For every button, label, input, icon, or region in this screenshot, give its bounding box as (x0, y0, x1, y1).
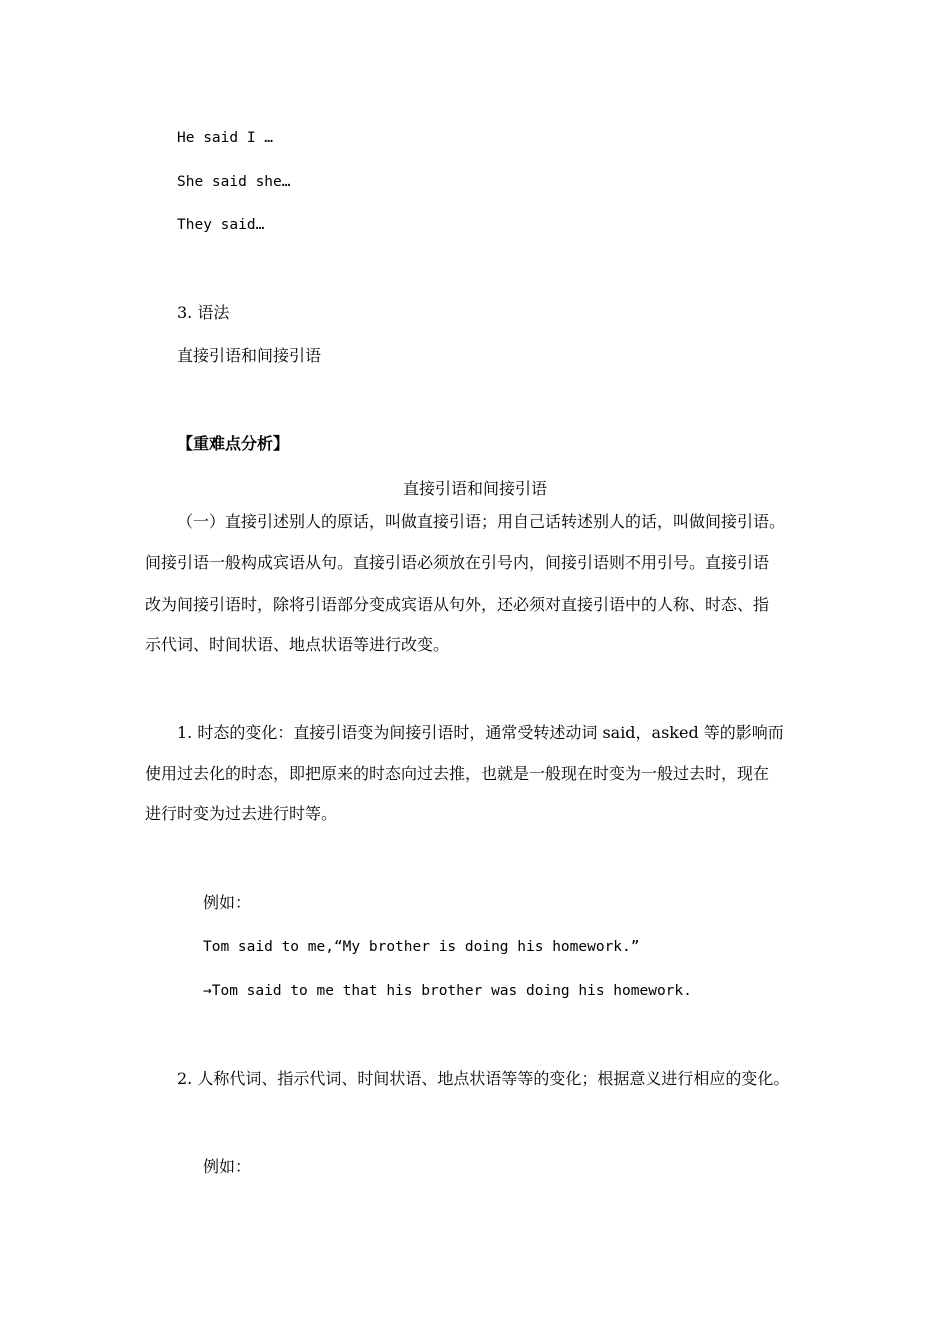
analysis-heading: 【重难点分析】 (177, 434, 290, 453)
dialogue-line-she: She said she… (177, 174, 291, 190)
paragraph-1-line-3: 改为间接引语时，除将引语部分变成宾语从句外，还必须对直接引语中的人称、时态、指 (145, 595, 770, 614)
dialogue-line-he: He said I … (177, 130, 274, 146)
paragraph-1-line-1: （一）直接引述别人的原话，叫做直接引语；用自己话转述别人的话，叫做间接引语。 (177, 512, 786, 531)
dialogue-line-they: They said… (177, 217, 265, 233)
example-1-label: 例如： (203, 893, 252, 912)
paragraph-1-line-4: 示代词、时间状语、地点状语等进行改变。 (145, 635, 450, 654)
paragraph-2-line-1: 1. 时态的变化：直接引语变为间接引语时，通常受转述动词 said，asked 等的影响而 (177, 723, 784, 742)
paragraph-1-line-2: 间接引语一般构成宾语从句。直接引语必须放在引号内，间接引语则不用引号。直接引语 (145, 553, 770, 572)
example-2-label: 例如： (203, 1157, 252, 1176)
section-heading-grammar: 3. 语法 (177, 303, 230, 322)
paragraph-2-line-2: 使用过去化的时态，即把原来的时态向过去推，也就是一般现在时变为一般过去时，现在 (145, 764, 770, 783)
paragraph-2-line-3: 进行时变为过去进行时等。 (145, 804, 338, 823)
paragraph-3-line-1: 2. 人称代词、指示代词、时间状语、地点状语等等的变化；根据意义进行相应的变化。 (177, 1069, 790, 1088)
center-title: 直接引语和间接引语 (402, 479, 547, 498)
example-1-indirect-speech: →Tom said to me that his brother was doing his homework. (203, 983, 692, 999)
example-1-direct-speech: Tom said to me,“My brother is doing his homework.” (203, 939, 640, 955)
section-subheading: 直接引语和间接引语 (177, 346, 322, 365)
